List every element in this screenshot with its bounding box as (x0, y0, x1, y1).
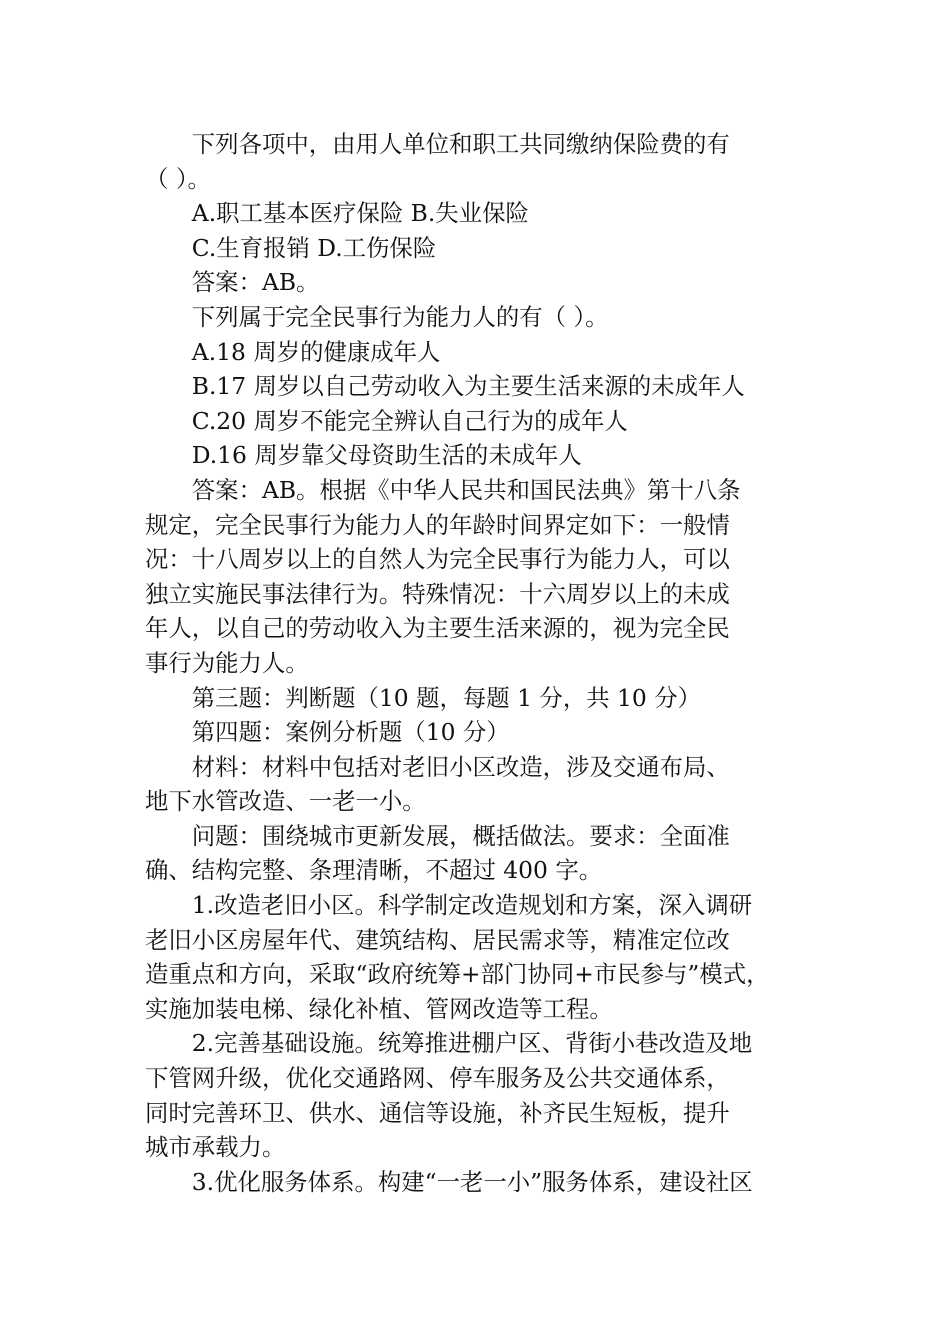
section-4-title: 第四题：案例分析题（10 分） (191, 718, 510, 747)
question-1-options-ab: A.职工基本医疗保险 B.失业保险 (191, 199, 529, 228)
point-2-paragraph (145, 1026, 807, 1164)
point-1-line: 老旧小区房屋年代、建筑结构、居民需求等，精准定位改 (145, 925, 730, 954)
question-1-options-cd: C.生育报销 D.工伤保险 (191, 233, 437, 262)
section-3-title: 第三题：判断题（10 题，每题 1 分，共 10 分） (191, 683, 702, 712)
question-paragraph (145, 819, 807, 888)
question-2-answer-line: 事行为能力人。 (145, 648, 309, 677)
point-1-line: 造重点和方向，采取“政府统筹+部门协同+市民参与”模式， (145, 960, 770, 989)
point-3-line: 3.优化服务体系。构建“一老一小”服务体系，建设社区 (191, 1167, 753, 1196)
material-line: 材料：材料中包括对老旧小区改造，涉及交通布局、 (191, 752, 730, 781)
question-2 (145, 300, 807, 681)
question-2-answer: 答案：AB。根据《中华人民共和国民法典》第十八条 (191, 475, 741, 504)
question-line: 确、结构完整、条理清晰，不超过 400 字。 (145, 856, 603, 885)
material-paragraph (145, 750, 807, 819)
question-2-option-d: D.16 周岁靠父母资助生活的未成年人 (191, 441, 582, 470)
question-2-stem: 下列属于完全民事行为能力人的有（ ）。 (191, 302, 609, 331)
question-2-answer-line: 况：十八周岁以上的自然人为完全民事行为能力人，可以 (145, 545, 730, 574)
point-1-paragraph (145, 888, 807, 1026)
point-2-line: 下管网升级，优化交通路网、停车服务及公共交通体系， (145, 1064, 730, 1093)
point-1-line: 实施加装电梯、绿化补植、管网改造等工程。 (145, 994, 613, 1023)
point-2-line: 同时完善环卫、供水、通信等设施，补齐民生短板，提升 (145, 1098, 730, 1127)
point-1-line: 1.改造老旧小区。科学制定改造规划和方案，深入调研 (191, 891, 753, 920)
point-2-line: 2.完善基础设施。统筹推进棚户区、背街小巷改造及地 (191, 1029, 753, 1058)
question-1-stem: 下列各项中，由用人单位和职工共同缴纳保险费的有 (191, 130, 730, 158)
question-1-stem-cont: （ ）。 (145, 164, 211, 193)
point-3-paragraph (145, 1165, 807, 1200)
question-1 (145, 127, 807, 300)
question-2-answer-line: 年人，以自己的劳动收入为主要生活来源的，视为完全民 (145, 614, 730, 643)
point-2-line: 城市承载力。 (145, 1133, 286, 1162)
question-2-answer-line: 独立实施民事法律行为。特殊情况：十六周岁以上的未成 (145, 579, 730, 608)
material-line: 地下水管改造、一老一小。 (145, 787, 426, 816)
question-2-option-b: B.17 周岁以自己劳动收入为主要生活来源的未成年人 (191, 372, 745, 401)
question-2-answer-line: 规定，完全民事行为能力人的年龄时间界定如下：一般情 (145, 510, 730, 539)
question-2-option-c: C.20 周岁不能完全辨认自己行为的成年人 (191, 406, 628, 435)
document-body (145, 127, 807, 1199)
question-2-option-a: A.18 周岁的健康成年人 (191, 337, 441, 366)
question-line: 问题：围绕城市更新发展，概括做法。要求：全面准 (191, 821, 730, 850)
question-1-answer: 答案：AB。 (191, 268, 320, 297)
